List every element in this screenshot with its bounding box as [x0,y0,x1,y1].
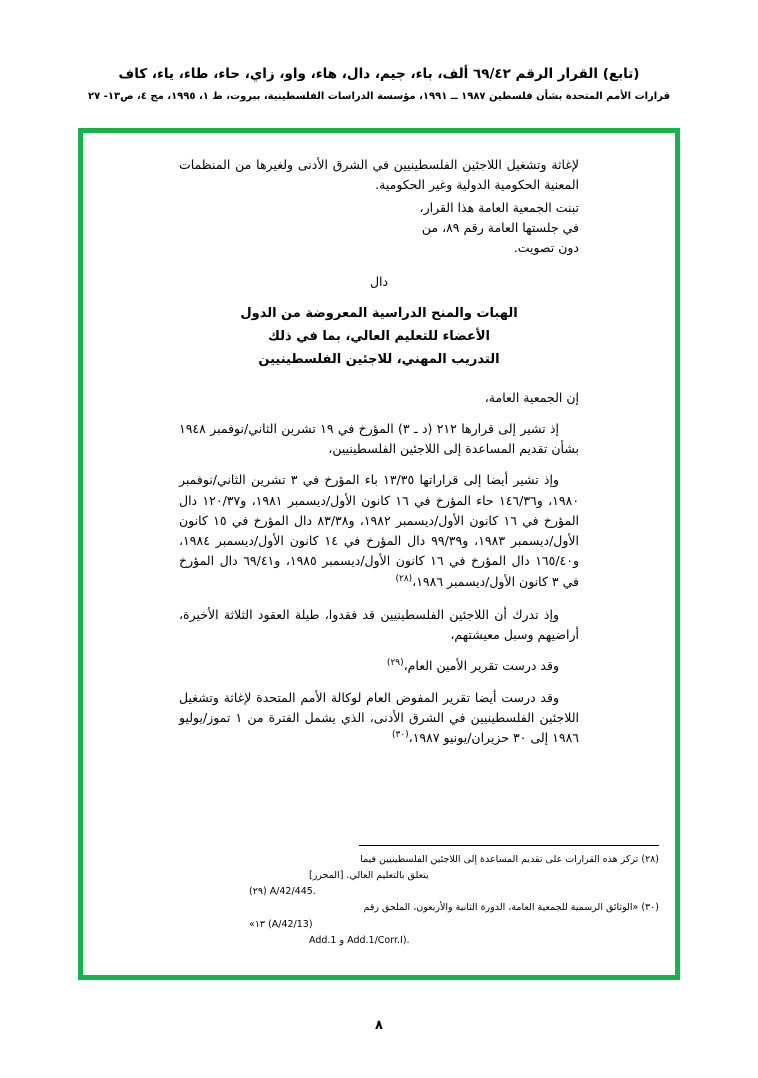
footnote-separator [359,845,659,846]
footnote-marker-28: (٢٨) [395,573,413,584]
preamble-paragraph-4-text: وقد درست تقرير الأمين العام، [403,658,559,674]
page-number: ٨ [375,1018,383,1033]
footnote-marker-30: (٣٠) [391,730,409,741]
header-title: (تابع) القرار الرقم ٦٩/٤٢ ألف، باء، جيم، دال، هاء، واو، زاي، حاء، طاء، ياء، كاف [118,66,640,82]
resolution-title-line-1: الهبات والمنح الدراسية المعروضة من الدول [240,306,518,322]
intro-paragraph-3: في جلستها العامة رقم ٨٩، من [421,219,579,235]
intro-paragraph-1: لإغاثة وتشغيل اللاجئين الفلسطينيين في الشرق الأدنى ولغيرها من المنظمات المعنية الحكومية الدولية وغير الحكومية. [179,157,579,193]
preamble-paragraph-2-text: وإذ تشير أيضا إلى قراراتها ١٣/٣٥ باء المؤرخ في ٣ تشرين الثاني/نوفمبر ١٩٨٠، و١٤٦/٣٦ حاء المؤرخ في ١٦ كانون الأول/ديسمبر ١٩٨١، و١٢٠/٣٧ دال المؤرخ في ١٦ كانون الأول/ديسمبر ١٩٨٢، و٨٣/٣٨ دال المؤرخ في ١٥ كانون الأول/ديسمبر ١٩٨٣، و٩٩/٣٩ دال المؤرخ في ١٤ كانون الأول/ديسمبر ١٩٨٤، و١٦٥/٤٠ دال المؤرخ في ١٦ كانون الأول/ديسمبر ١٩٨٥، و٦٩/٤١ دال المؤرخ في ٣ كانون الأول/ديسمبر ١٩٨٦، [179,472,580,589]
footnote-29-number: (٢٩) [249,886,267,898]
document-body [83,133,675,975]
footnote-30-line-2 [99,917,659,932]
resolution-title-line-3: التدريب المهني، للاجئين الفلسطينيين [258,351,500,367]
footnote-30-add: Add.1 [309,934,337,946]
intro-paragraph-4: دون تصويت. [513,240,579,255]
preamble-paragraph-3: وإذ تدرك أن اللاجئين الفلسطينيين قد فقدوا، طيلة العقود الثلاثة الأخيرة، أراضيهم وسبل معيشتهم، [179,606,579,643]
green-border-frame [78,128,680,980]
footnote-30-document-symbol: (A/42/13) [268,918,313,930]
preamble-paragraph-4 [179,656,579,676]
footnote-marker-29: (٢٩) [386,658,404,669]
footnote-29-reference: A/42/445. [269,886,316,898]
footnotes-section [99,845,659,949]
section-letter: دال [369,274,389,290]
footnote-30-line-1: (٣٠) «الوثائق الرسمية للجمعية العامة، الدورة الثانية والأربعون، الملحق رقم [363,902,659,914]
assembly-line: إن الجمعية العامة، [484,389,579,405]
header-subtitle: قرارات الأمم المتحدة بشأن فلسطين ١٩٨٧ ــ ١٩٩١، مؤسسة الدراسات الفلسطينية، بيروت، ط ١، ١٩٩٥، مج ٤، ص١٣- ٢٧ [87,91,670,103]
resolution-title-line-2: الأعضاء للتعليم العالي، بما في ذلك [268,329,490,344]
page-header [0,0,758,104]
footnote-30-supplement-number: ١٣» [249,918,266,930]
footnote-30-line-3 [99,933,659,948]
footnote-30-corr: Add.1/Corr.I). [347,934,410,946]
resolution-title [179,303,579,371]
footnote-30-conjunction: و [339,934,345,946]
preamble-paragraph-1: إذ تشير إلى قرارها ٢١٢ (د ـ ٣) المؤرخ في ١٩ تشرين الثاني/نوفمبر ١٩٤٨ بشأن تقديم المساعدة إلى اللاجئين الفلسطينيين، [179,420,579,456]
intro-paragraph-2: تبنت الجمعية العامة هذا القرار، [419,199,579,215]
preamble-paragraph-5 [179,688,579,749]
footnote-28-line-2: يتعلق بالتعليم العالي. [المحرر] [309,870,429,882]
footnote-28-line-1: (٢٨) تركز هذه القرارات على تقديم المساعدة إلى اللاجئين الفلسطينيين فيما [360,853,659,865]
footnote-29 [99,884,659,899]
preamble-paragraph-5-text: وقد درست أيضا تقرير المفوض العام لوكالة الأمم المتحدة لإغاثة وتشغيل اللاجئين الفلسطينيين في الشرق الأدنى، الذي يشمل الفترة من ١ تموز/يوليو ١٩٨٦ إلى ٣٠ حزيران/يونيو ١٩٨٧، [179,689,580,746]
preamble-paragraph-2 [179,470,579,592]
